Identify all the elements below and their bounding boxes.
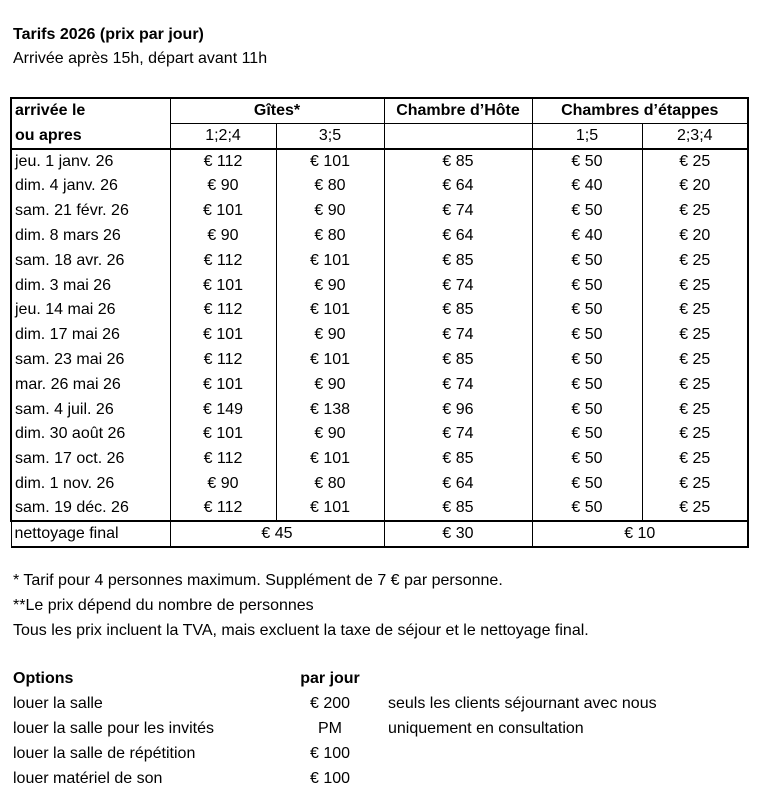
row-gites-1: € 101 <box>170 199 276 224</box>
table-row <box>11 472 748 497</box>
row-etapes-1: € 50 <box>532 372 642 397</box>
row-chambre-hote: € 85 <box>384 447 532 472</box>
row-chambre-hote: € 74 <box>384 422 532 447</box>
row-etapes-2: € 20 <box>642 174 748 199</box>
row-gites-2: € 80 <box>276 174 384 199</box>
row-etapes-1: € 50 <box>532 199 642 224</box>
row-date: dim. 1 nov. 26 <box>11 472 170 497</box>
header-etapes-sub-1: 1;5 <box>532 124 642 150</box>
row-chambre-hote: € 74 <box>384 199 532 224</box>
row-date: sam. 23 mai 26 <box>11 348 170 373</box>
table-row <box>11 174 748 199</box>
row-etapes-1: € 40 <box>532 224 642 249</box>
table-row <box>11 323 748 348</box>
row-gites-1: € 112 <box>170 348 276 373</box>
row-date: sam. 19 déc. 26 <box>11 496 170 521</box>
option-price: € 100 <box>309 770 351 787</box>
row-chambre-hote: € 74 <box>384 273 532 298</box>
table-row <box>11 199 748 224</box>
option-name: louer la salle de répétition <box>13 745 196 762</box>
row-etapes-1: € 50 <box>532 149 642 174</box>
row-etapes-1: € 50 <box>532 323 642 348</box>
header-gites-sub-1: 1;2;4 <box>170 124 276 150</box>
row-etapes-2: € 25 <box>642 397 748 422</box>
option-name: louer la salle <box>13 695 103 712</box>
row-gites-2: € 101 <box>276 149 384 174</box>
row-chambre-hote: € 85 <box>384 248 532 273</box>
row-date: dim. 8 mars 26 <box>11 224 170 249</box>
cleaning-chambre-hote: € 30 <box>384 521 532 547</box>
cleaning-row <box>11 521 748 547</box>
table-row <box>11 496 748 521</box>
row-chambre-hote: € 74 <box>384 323 532 348</box>
option-name: louer matériel de son <box>13 770 163 787</box>
row-etapes-1: € 50 <box>532 472 642 497</box>
row-chambre-hote: € 64 <box>384 224 532 249</box>
page-title: Tarifs 2026 (prix par jour) <box>13 26 204 43</box>
row-gites-1: € 112 <box>170 496 276 521</box>
row-gites-2: € 90 <box>276 422 384 447</box>
row-etapes-2: € 25 <box>642 323 748 348</box>
table-header-row-2 <box>11 124 748 150</box>
row-etapes-1: € 50 <box>532 273 642 298</box>
table-row <box>11 273 748 298</box>
header-chambres-etapes: Chambres d’étappes <box>532 98 748 124</box>
row-etapes-1: € 50 <box>532 447 642 472</box>
row-gites-1: € 101 <box>170 372 276 397</box>
row-etapes-2: € 25 <box>642 273 748 298</box>
note-line: **Le prix dépend du nombre de personnes <box>13 597 314 614</box>
row-etapes-1: € 50 <box>532 422 642 447</box>
header-chambre-hote-sub <box>384 124 532 150</box>
header-chambre-hote: Chambre d’Hôte <box>384 98 532 124</box>
table-row <box>11 422 748 447</box>
row-etapes-2: € 25 <box>642 248 748 273</box>
cleaning-gites: € 45 <box>170 521 384 547</box>
row-gites-2: € 101 <box>276 496 384 521</box>
row-date: mar. 26 mai 26 <box>11 372 170 397</box>
row-gites-1: € 101 <box>170 422 276 447</box>
row-gites-1: € 90 <box>170 174 276 199</box>
row-chambre-hote: € 85 <box>384 149 532 174</box>
option-name: louer la salle pour les invités <box>13 720 214 737</box>
option-price: € 200 <box>309 695 351 712</box>
row-gites-2: € 90 <box>276 199 384 224</box>
row-etapes-1: € 50 <box>532 496 642 521</box>
row-date: sam. 4 juil. 26 <box>11 397 170 422</box>
row-etapes-2: € 25 <box>642 472 748 497</box>
table-row <box>11 348 748 373</box>
row-etapes-2: € 20 <box>642 224 748 249</box>
option-note: uniquement en consultation <box>388 720 584 737</box>
row-gites-2: € 80 <box>276 224 384 249</box>
row-chambre-hote: € 74 <box>384 372 532 397</box>
row-gites-1: € 112 <box>170 149 276 174</box>
header-etapes-sub-2: 2;3;4 <box>642 124 748 150</box>
row-etapes-2: € 25 <box>642 199 748 224</box>
row-etapes-1: € 50 <box>532 248 642 273</box>
row-gites-2: € 101 <box>276 447 384 472</box>
row-gites-2: € 138 <box>276 397 384 422</box>
row-date: dim. 30 août 26 <box>11 422 170 447</box>
notes <box>13 568 589 643</box>
row-etapes-1: € 40 <box>532 174 642 199</box>
note-line: * Tarif pour 4 personnes maximum. Supplément de 7 € par personne. <box>13 572 503 589</box>
row-date: sam. 21 févr. 26 <box>11 199 170 224</box>
row-chambre-hote: € 64 <box>384 174 532 199</box>
table-row <box>11 372 748 397</box>
row-etapes-2: € 25 <box>642 447 748 472</box>
row-date: jeu. 1 janv. 26 <box>11 149 170 174</box>
row-gites-2: € 101 <box>276 298 384 323</box>
row-date: jeu. 14 mai 26 <box>11 298 170 323</box>
option-note: seuls les clients séjournant avec nous <box>388 695 657 712</box>
rates-body <box>11 149 748 521</box>
row-etapes-2: € 25 <box>642 496 748 521</box>
row-chambre-hote: € 85 <box>384 348 532 373</box>
page-subtitle: Arrivée après 15h, départ avant 11h <box>13 50 268 67</box>
row-gites-2: € 101 <box>276 248 384 273</box>
row-etapes-2: € 25 <box>642 422 748 447</box>
row-etapes-1: € 50 <box>532 298 642 323</box>
cleaning-etapes: € 10 <box>532 521 748 547</box>
row-etapes-2: € 25 <box>642 298 748 323</box>
row-gites-1: € 112 <box>170 298 276 323</box>
row-gites-2: € 80 <box>276 472 384 497</box>
row-gites-2: € 101 <box>276 348 384 373</box>
cleaning-label: nettoyage final <box>11 521 170 547</box>
row-gites-1: € 112 <box>170 248 276 273</box>
options-price-header: par jour <box>300 670 360 687</box>
table-row <box>11 298 748 323</box>
row-gites-2: € 90 <box>276 323 384 348</box>
rates-table <box>10 97 749 548</box>
table-row <box>11 149 748 174</box>
row-etapes-1: € 50 <box>532 397 642 422</box>
header-gites-sub-2: 3;5 <box>276 124 384 150</box>
row-chambre-hote: € 85 <box>384 496 532 521</box>
row-date: sam. 17 oct. 26 <box>11 447 170 472</box>
table-header-row-1 <box>11 98 748 124</box>
row-date: dim. 4 janv. 26 <box>11 174 170 199</box>
header-gites: Gîtes* <box>170 98 384 124</box>
row-date: dim. 17 mai 26 <box>11 323 170 348</box>
row-etapes-2: € 25 <box>642 149 748 174</box>
row-etapes-2: € 25 <box>642 348 748 373</box>
row-gites-1: € 101 <box>170 273 276 298</box>
table-row <box>11 248 748 273</box>
option-price: PM <box>318 720 342 737</box>
row-etapes-2: € 25 <box>642 372 748 397</box>
row-chambre-hote: € 96 <box>384 397 532 422</box>
row-gites-1: € 90 <box>170 472 276 497</box>
row-gites-1: € 101 <box>170 323 276 348</box>
row-gites-2: € 90 <box>276 273 384 298</box>
row-etapes-1: € 50 <box>532 348 642 373</box>
row-date: dim. 3 mai 26 <box>11 273 170 298</box>
note-line: Tous les prix incluent la TVA, mais excluent la taxe de séjour et le nettoyage final. <box>13 622 589 639</box>
table-row <box>11 447 748 472</box>
row-gites-1: € 90 <box>170 224 276 249</box>
row-date: sam. 18 avr. 26 <box>11 248 170 273</box>
header-arrival: arrivée le <box>11 98 170 124</box>
row-chambre-hote: € 85 <box>384 298 532 323</box>
table-row <box>11 397 748 422</box>
row-chambre-hote: € 64 <box>384 472 532 497</box>
row-gites-1: € 112 <box>170 447 276 472</box>
options-header: Options <box>13 670 74 687</box>
row-gites-2: € 90 <box>276 372 384 397</box>
row-gites-1: € 149 <box>170 397 276 422</box>
option-price: € 100 <box>309 745 351 762</box>
header-arrival-2: ou apres <box>11 124 170 150</box>
table-row <box>11 224 748 249</box>
